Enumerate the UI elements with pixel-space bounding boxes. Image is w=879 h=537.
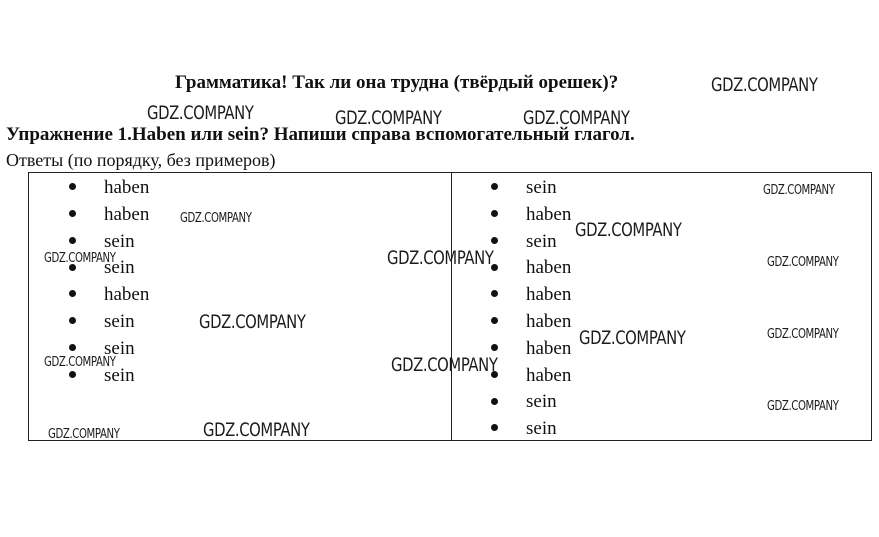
watermark: GDZ.COMPANY: [767, 327, 839, 342]
answer-text: sein: [104, 364, 135, 386]
watermark: GDZ.COMPANY: [767, 255, 839, 270]
answer-text: haben: [526, 257, 572, 279]
answer-text: sein: [104, 257, 135, 279]
answer-text: haben: [104, 203, 150, 225]
watermark: GDZ.COMPANY: [199, 311, 306, 333]
answer-text: haben: [526, 364, 572, 386]
watermark: GDZ.COMPANY: [387, 247, 494, 269]
bullet-icon: [491, 317, 498, 324]
answer-text: sein: [104, 310, 135, 332]
exercise-title: Упражнение 1.Haben или sein? Напиши справа вспомогательный глагол.: [6, 124, 635, 145]
answer-text: haben: [526, 203, 572, 225]
watermark: GDZ.COMPANY: [575, 219, 682, 241]
answer-item: [69, 202, 149, 229]
bullet-icon: [69, 317, 76, 324]
watermark: GDZ.COMPANY: [711, 74, 818, 96]
answer-item: [491, 389, 571, 416]
answer-text: sein: [526, 230, 557, 252]
watermark: GDZ.COMPANY: [180, 211, 252, 226]
answer-item: [491, 175, 571, 202]
watermark: GDZ.COMPANY: [523, 107, 630, 129]
answer-item: [69, 309, 149, 336]
answer-item: [491, 309, 571, 336]
answer-item: [491, 416, 571, 443]
watermark: GDZ.COMPANY: [391, 354, 498, 376]
answer-item: [491, 202, 571, 229]
answer-text: sein: [526, 177, 557, 198]
bullet-icon: [69, 290, 76, 297]
answer-text: sein: [104, 230, 135, 252]
watermark: GDZ.COMPANY: [579, 327, 686, 349]
answer-item: [491, 336, 571, 363]
watermark: GDZ.COMPANY: [48, 427, 120, 442]
bullet-icon: [491, 424, 498, 431]
bullet-icon: [491, 344, 498, 351]
watermark: GDZ.COMPANY: [147, 102, 254, 124]
watermark: GDZ.COMPANY: [763, 183, 835, 198]
bullet-icon: [491, 290, 498, 297]
answer-text: haben: [526, 284, 572, 306]
answer-text: sein: [526, 391, 557, 413]
watermark: GDZ.COMPANY: [767, 399, 839, 414]
answer-item: [69, 282, 149, 309]
answer-text: haben: [526, 310, 572, 332]
bullet-icon: [69, 183, 76, 190]
answers-label: Ответы (по порядку, без примеров): [6, 150, 276, 170]
answer-item: [69, 175, 149, 202]
answer-text: sein: [526, 418, 557, 440]
bullet-icon: [69, 344, 76, 351]
watermark: GDZ.COMPANY: [203, 419, 310, 441]
watermark: GDZ.COMPANY: [44, 355, 116, 370]
bullet-icon: [491, 237, 498, 244]
column-divider: [451, 173, 452, 440]
bullet-icon: [69, 237, 76, 244]
answer-text: sein: [104, 337, 135, 359]
page-title: Грамматика! Так ли она трудна (твёрдый орешек)?: [175, 72, 619, 93]
answer-item: [491, 255, 571, 282]
bullet-icon: [69, 210, 76, 217]
answer-table: [28, 172, 872, 441]
answer-item: [491, 229, 571, 256]
answer-text: haben: [104, 177, 150, 198]
bullet-icon: [69, 371, 76, 378]
bullet-icon: [491, 210, 498, 217]
answer-item: [491, 363, 571, 390]
bullet-icon: [491, 398, 498, 405]
answer-text: haben: [526, 337, 572, 359]
watermark: GDZ.COMPANY: [335, 107, 442, 129]
answer-text: haben: [104, 284, 150, 306]
bullet-icon: [491, 183, 498, 190]
watermark: GDZ.COMPANY: [44, 251, 116, 266]
answer-list-right: [491, 175, 571, 443]
answer-item: [491, 282, 571, 309]
